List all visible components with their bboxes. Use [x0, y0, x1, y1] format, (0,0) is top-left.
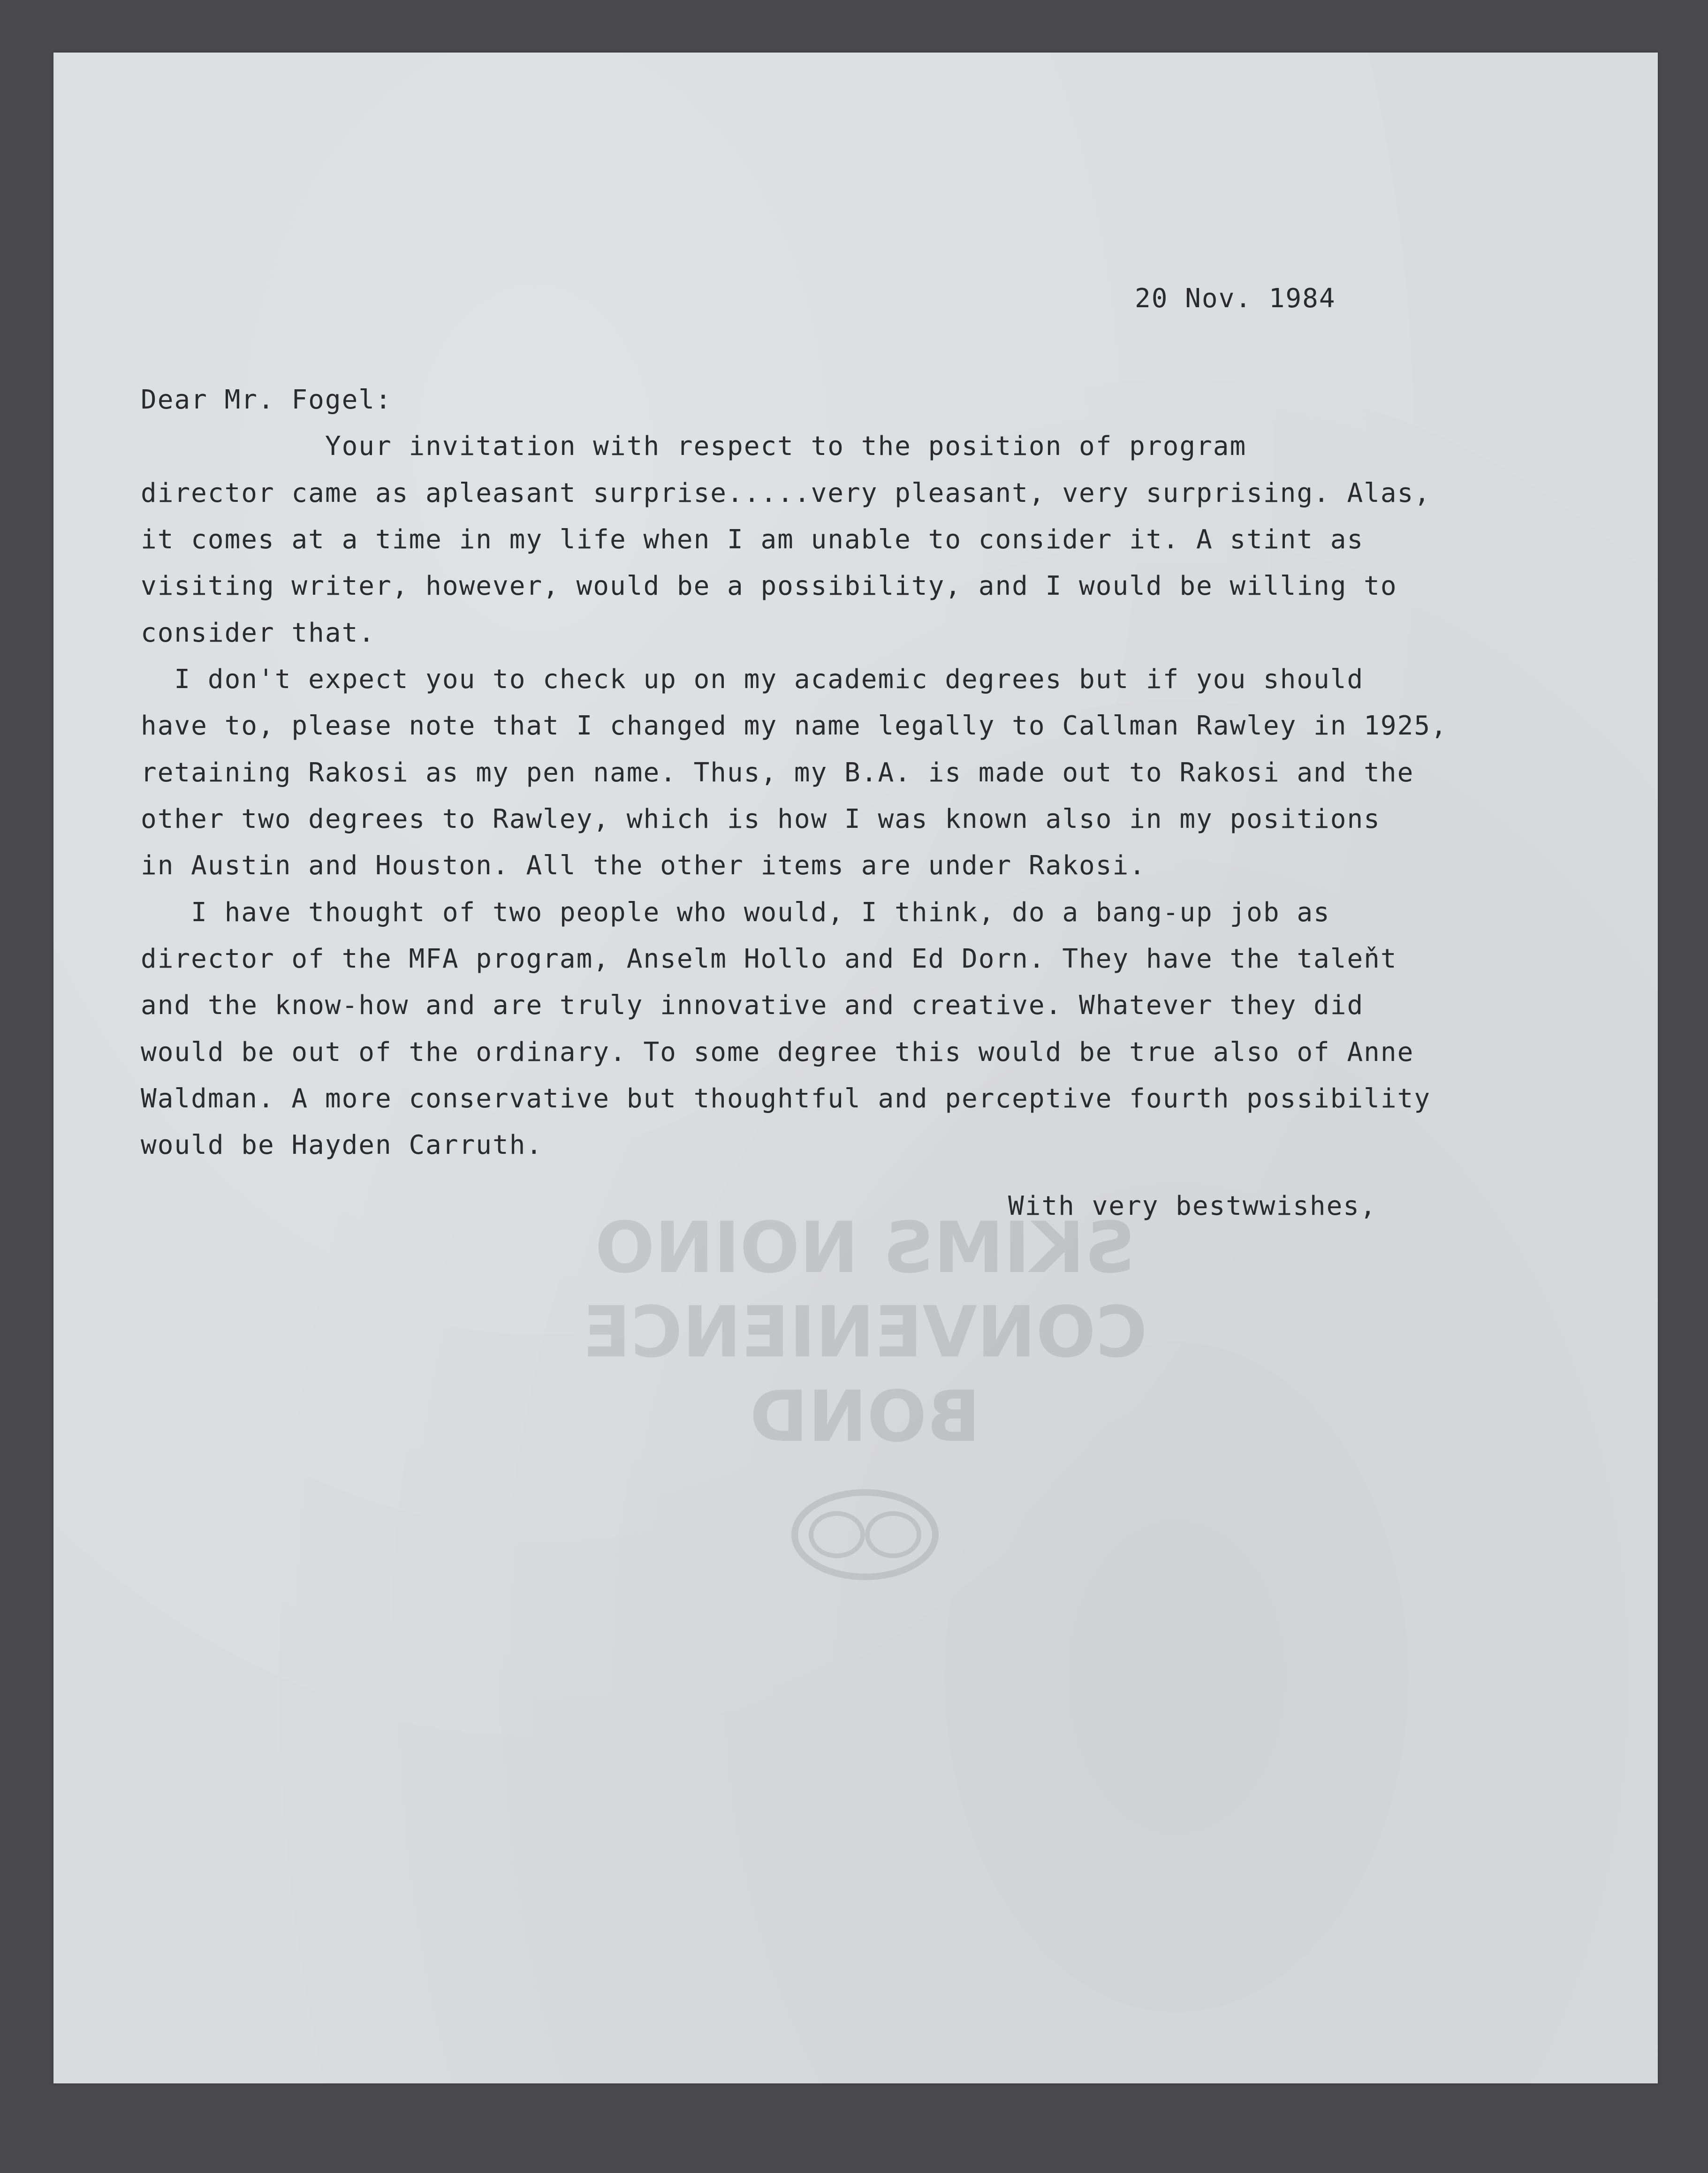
watermark-text-1: CONVENIENCE — [583, 1292, 1147, 1373]
paper-watermark — [537, 1197, 1193, 1619]
body-line: in Austin and Houston. All the other items are under Rakosi. — [141, 850, 1146, 881]
letter-salutation: Dear Mr. Fogel: — [141, 385, 392, 415]
body-line: and the know-how and are truly innovative and creative. Whatever they did — [141, 990, 1364, 1021]
watermark-text-2: BOND — [750, 1376, 980, 1458]
body-line: have to, please note that I changed my name legally to Callman Rawley in 1925, — [141, 711, 1448, 741]
letter-closing: With very bestwwishes, — [1008, 1191, 1377, 1221]
body-line: would be out of the ordinary. To some degree this would be true also of Anne — [141, 1037, 1414, 1068]
body-line: I have thought of two people who would, I think, do a bang-up job as — [141, 897, 1330, 928]
body-line: other two degrees to Rawley, which is how I was known also in my positions — [141, 804, 1381, 834]
body-line: director of the MFA program, Anselm Hollo and Ed Dorn. They have the taleňt — [141, 944, 1397, 974]
body-line: Your invitation with respect to the position of program — [141, 431, 1247, 462]
body-line: Waldman. A more conservative but thoughtful and perceptive fourth possibility — [141, 1083, 1431, 1114]
body-line: consider that. — [141, 618, 376, 648]
body-line: visiting writer, however, would be a possibility, and I would be willing to — [141, 571, 1397, 601]
watermark-text-3: SKIMS NOINO — [595, 1207, 1135, 1289]
body-line: director came as apleasant surprise.....very pleasant, very surprising. Alas, — [141, 478, 1431, 508]
body-line: it comes at a time in my life when I am unable to consider it. A stint as — [141, 524, 1364, 555]
body-line: retaining Rakosi as my pen name. Thus, my B.A. is made out to Rakosi and the — [141, 757, 1414, 788]
body-line: I don't expect you to check up on my academic degrees but if you should — [141, 664, 1364, 695]
letter-sheet — [53, 53, 1658, 2083]
body-line: would be Hayden Carruth. — [141, 1130, 543, 1160]
letter-date: 20 Nov. 1984 — [1135, 283, 1336, 314]
